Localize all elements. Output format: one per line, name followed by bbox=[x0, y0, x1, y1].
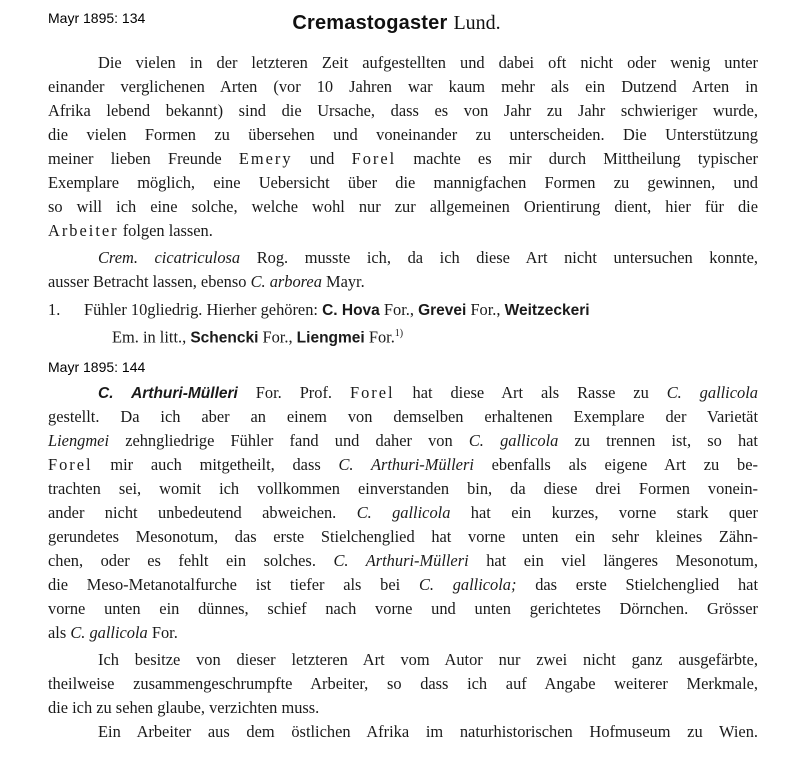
key-line: Fühler 10gliedrig. Hierher gehören: C. Hova For., Grevei For., Weitzeckeri bbox=[84, 300, 590, 319]
section-heading bbox=[0, 12, 793, 35]
text-line: chen, oder es fehlt ein solches. C. Arthuri-Mülleri hat ein viel längeres Mesonotum, bbox=[48, 551, 758, 570]
author-name: Forel bbox=[48, 455, 93, 474]
species-name: C. gallicola bbox=[666, 383, 758, 402]
text-line: als C. gallicola For. bbox=[48, 623, 178, 642]
species-name: C. gallicola bbox=[70, 623, 148, 642]
text-line: Die vielen in der letzteren Zeit aufgestellten und dabei oft nicht oder wenig unter bbox=[98, 53, 758, 72]
text-line: die ich zu sehen glaube, verzichten muss. bbox=[48, 698, 320, 717]
text-line: einander verglichenen Arten (vor 10 Jahren war kaum mehr als ein Dutzend Arten in bbox=[48, 77, 758, 96]
key-line: Em. in litt., Schencki For., Liengmei For.$^{1)}$ bbox=[112, 327, 404, 347]
page-label-134: Mayr 1895: 134 bbox=[48, 10, 146, 26]
species-name: C. Hova bbox=[322, 302, 380, 319]
species-name: C. gallicola bbox=[356, 503, 451, 522]
key-number: 1. bbox=[48, 300, 61, 319]
author-name: Forel bbox=[351, 149, 397, 168]
text-line: Liengmei zehngliedrige Fühler fand und daher von C. gallicola zu trennen ist, so hat bbox=[48, 431, 758, 450]
species-name: Crem. cicatriculosa bbox=[98, 248, 241, 267]
species-name: C. Arthuri-Mülleri bbox=[98, 385, 238, 402]
text-line: Ich besitze von dieser letzteren Art vom Autor nur zwei nicht ganz ausgefärbte, bbox=[98, 650, 758, 669]
text-line: so will ich eine solche, welche wohl nur zur allgemeinen Orientirung dient, hier für die bbox=[48, 197, 758, 216]
species-name: Weitzeckeri bbox=[504, 302, 590, 319]
author-name: Forel bbox=[349, 383, 395, 402]
text-line: theilweise zusammengeschrumpfte Arbeiter, so dass ich auf Angabe weiterer Merkmale, bbox=[48, 674, 758, 693]
text-line: C. Arthuri-Mülleri For. Prof. Forel hat diese Art als Rasse zu C. gallicola bbox=[98, 383, 758, 402]
species-name: Grevei bbox=[418, 302, 467, 319]
text-line: vorne unten ein dünnes, schief nach vorne und unten gerichtetes Dörnchen. Grösser bbox=[48, 599, 758, 618]
species-name: Schencki bbox=[190, 329, 259, 347]
text-line: trachten sei, womit ich vollkommen einverstanden bin, da diese drei Formen vonein- bbox=[48, 479, 758, 498]
text-line: gerundetes Mesonotum, das erste Stielchenglied hat vorne unten ein sehr kleines Zähn- bbox=[48, 527, 758, 546]
text-line: Crem. cicatriculosa Rog. musste ich, da ich diese Art nicht untersuchen konnte, bbox=[98, 248, 758, 267]
text-line: die Meso-Metanotalfurche ist tiefer als bei C. gallicola; das erste Stielchenglied hat bbox=[48, 575, 758, 594]
author-name: Emery bbox=[238, 149, 293, 168]
text-line: Afrika lebend bekannt) sind die Ursache, dass es von Jahr zu Jahr schwieriger wurde, bbox=[48, 101, 758, 120]
text-line: Exemplare möglich, eine Uebersicht über die mannigfachen Formen zu gewinnen, und bbox=[48, 173, 758, 192]
text-line: ausser Betracht lassen, ebenso C. arborea Mayr. bbox=[48, 272, 365, 291]
text-line: gestellt. Da ich aber an einem von demselben erhaltenen Exemplare der Varietät bbox=[48, 407, 758, 426]
species-name: C. Arthuri-Mülleri bbox=[333, 551, 469, 570]
text-line: Ein Arbeiter aus dem östlichen Afrika im naturhistorischen Hofmuseum zu Wien. bbox=[98, 722, 758, 741]
species-name: C. Arthuri-Mülleri bbox=[338, 455, 474, 474]
species-name: Liengmei bbox=[48, 431, 110, 450]
species-name: C. arborea bbox=[250, 272, 322, 291]
genus-name: Cremastogaster bbox=[292, 12, 448, 34]
text-line: ander nicht unbedeutend abweichen. C. gallicola hat ein kurzes, vorne stark quer bbox=[48, 503, 758, 522]
species-name: C. gallicola; bbox=[418, 575, 517, 594]
species-name: C. gallicola bbox=[468, 431, 559, 450]
text-line: Arbeiter folgen lassen. bbox=[48, 221, 213, 240]
page-label-144: Mayr 1895: 144 bbox=[48, 359, 146, 375]
footnote-marker: 1) bbox=[394, 328, 404, 339]
text-line: die vielen Formen zu übersehen und voneinander zu unterscheiden. Die Unterstützung bbox=[48, 125, 758, 144]
text-line: Forel mir auch mitgetheilt, dass C. Arthuri-Mülleri ebenfalls als eigene Art zu be- bbox=[48, 455, 758, 474]
species-name: Liengmei bbox=[296, 329, 365, 347]
genus-author: Lund. bbox=[453, 12, 501, 34]
text-line: meiner lieben Freunde Emery und Forel machte es mir durch Mittheilung typischer bbox=[48, 149, 758, 168]
